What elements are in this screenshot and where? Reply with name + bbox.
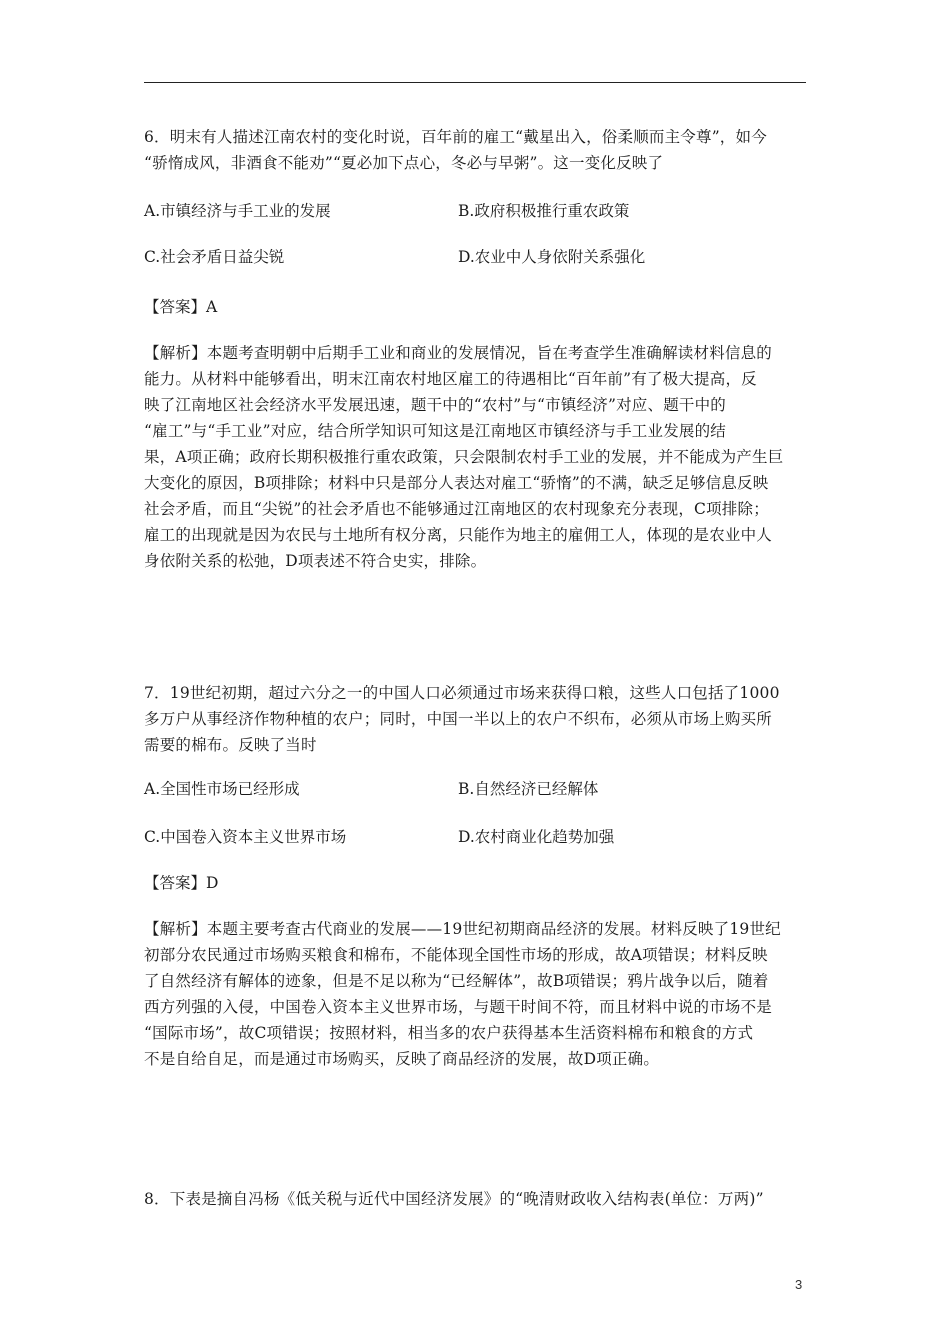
q7-option-d: D.农村商业化趋势加强 [458,828,615,846]
q6-option-b: B.政府积极推行重农政策 [458,202,630,220]
q7-option-b: B.自然经济已经解体 [458,780,599,798]
question-6-stem [144,124,808,176]
stem-line: 7．19世纪初期，超过六分之一的中国人口必须通过市场来获得口粮，这些人口包括了1000 [144,684,780,702]
q6-option-c: C.社会矛盾日益尖锐 [144,248,285,266]
page-number: 3 [795,1277,803,1292]
analysis-line: “国际市场”，故C项错误；按照材料，相当多的农户获得基本生活资料棉布和粮食的方式 [144,1024,754,1042]
q7-answer: 【答案】D [144,874,219,892]
analysis-line: 初部分农民通过市场购买粮食和棉布，不能体现全国性市场的形成，故A项错误；材料反映 [144,946,768,964]
analysis-line: 身依附关系的松弛，D项表述不符合史实，排除。 [144,552,487,570]
q7-analysis [144,916,808,1072]
stem-line: 多万户从事经济作物种植的农户；同时，中国一半以上的农户不织布，必须从市场上购买所 [144,710,773,728]
q6-option-d: D.农业中人身依附关系强化 [458,248,646,266]
q6-option-a: A.市镇经济与手工业的发展 [144,202,331,220]
analysis-line: 【解析】本题考查明朝中后期手工业和商业的发展情况，旨在考查学生准确解读材料信息的 [144,344,773,362]
q7-option-c: C.中国卷入资本主义世界市场 [144,828,347,846]
analysis-line: 能力。从材料中能够看出，明末江南农村地区雇工的待遇相比“百年前”有了极大提高，反 [144,370,757,388]
analysis-line: 映了江南地区社会经济水平发展迅速，题干中的“农村”与“市镇经济”对应、题干中的 [144,396,726,414]
q6-answer: 【答案】A [144,298,218,316]
analysis-line: 西方列强的入侵，中国卷入资本主义世界市场，与题干时间不符，而且材料中说的市场不是 [144,998,773,1016]
stem-line: 8．下表是摘自冯杨《低关税与近代中国经济发展》的“晚清财政收入结构表(单位：万两)” [144,1190,764,1208]
q6-analysis [144,340,808,574]
header-rule [144,82,806,83]
stem-line: “骄惰成风，非酒食不能劝”“夏必加下点心，冬必与早粥”。这一变化反映了 [144,154,664,172]
analysis-line: 【解析】本题主要考查古代商业的发展——19世纪初期商品经济的发展。材料反映了19世纪 [144,920,781,938]
question-7-stem [144,680,808,758]
stem-line: 6．明末有人描述江南农村的变化时说，百年前的雇工“戴星出入，俗柔顺而主令尊”，如今 [144,128,767,146]
analysis-line: 雇工的出现就是因为农民与土地所有权分离，只能作为地主的雇佣工人，体现的是农业中人 [144,526,773,544]
analysis-line: 大变化的原因，B项排除；材料中只是部分人表达对雇工“骄惰”的不满，缺乏足够信息反映 [144,474,769,492]
analysis-line: 了自然经济有解体的迹象，但是不足以称为“已经解体”，故B项错误；鸦片战争以后，随着 [144,972,769,990]
analysis-line: 果，A项正确；政府长期积极推行重农政策，只会限制农村手工业的发展，并不能成为产生巨 [144,448,784,466]
analysis-line: “雇工”与“手工业”对应，结合所学知识可知这是江南地区市镇经济与手工业发展的结 [144,422,726,440]
q7-option-a: A.全国性市场已经形成 [144,780,300,798]
analysis-line: 社会矛盾，而且“尖锐”的社会矛盾也不能够通过江南地区的农村现象充分表现，C项排除； [144,500,769,518]
stem-line: 需要的棉布。反映了当时 [144,736,317,754]
question-8-stem [144,1186,808,1212]
analysis-line: 不是自给自足，而是通过市场购买，反映了商品经济的发展，故D项正确。 [144,1050,660,1068]
